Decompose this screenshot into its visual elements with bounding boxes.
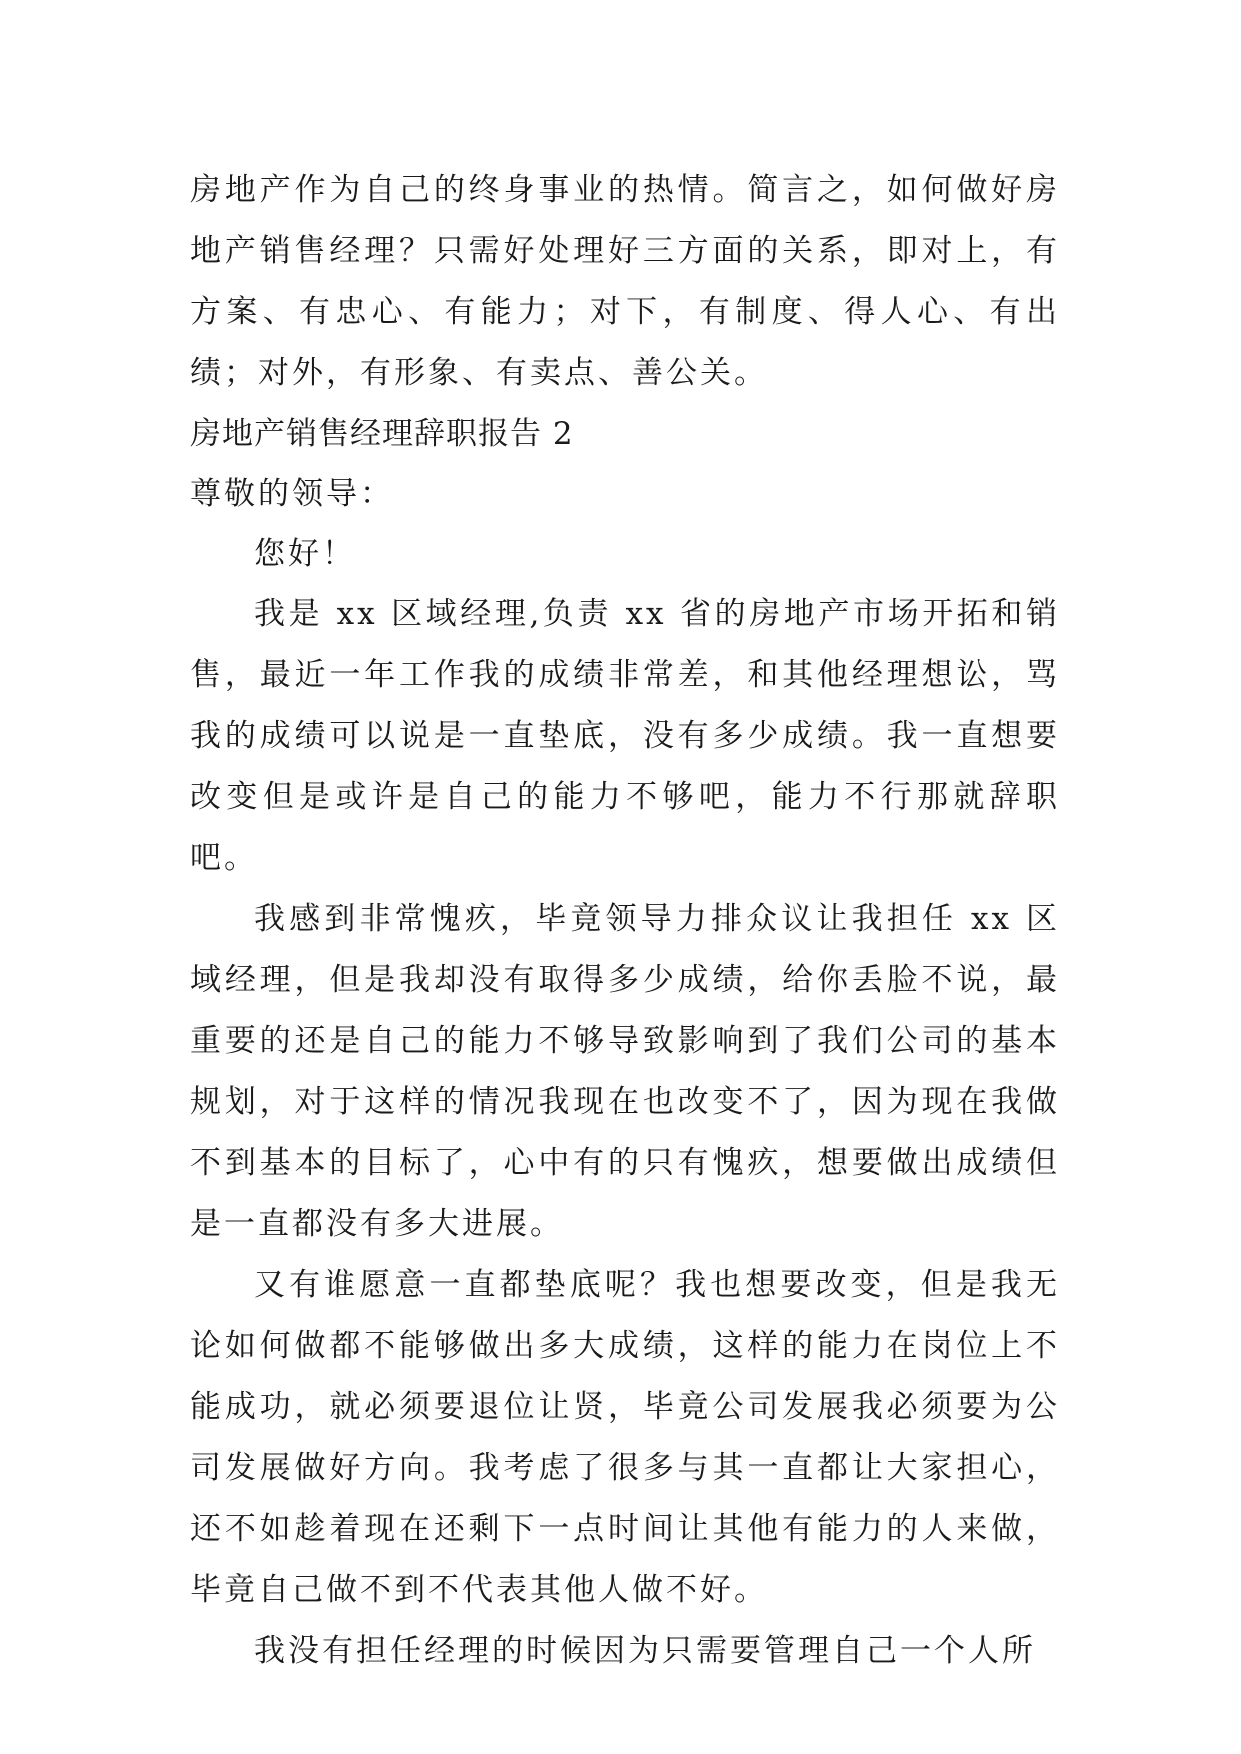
body-paragraph-4: 我没有担任经理的时候因为只需要管理自己一个人所: [254, 1633, 1036, 1669]
section-title: 房地产销售经理辞职报告 2: [190, 416, 574, 452]
body-paragraph-1: 我是 xx 区域经理,负责 xx 省的房地产市场开拓和销售，最近一年工作我的成绩非常差，和其他经理想讼，骂我的成绩可以说是一直垫底，没有多少成绩。我一直想要改变但是或许是自己的能力不够吧，能力不行那就辞职吧。: [190, 596, 1060, 876]
salutation: 尊敬的领导：: [190, 476, 394, 512]
greeting: 您好！: [254, 536, 356, 572]
body-paragraph-3: 又有谁愿意一直都垫底呢？我也想要改变，但是我无论如何做都不能够做出多大成绩，这样的能力在岗位上不能成功，就必须要退位让贤，毕竟公司发展我必须要为公司发展做好方向。我考虑了很多与其一直都让大家担心，还不如趁着现在还剩下一点时间让其他有能力的人来做，毕竟自己做不到不代表其他人做不好。: [190, 1267, 1060, 1608]
document-body: [190, 160, 1060, 1682]
body-paragraph-2: 我感到非常愧疚，毕竟领导力排众议让我担任 xx 区域经理，但是我却没有取得多少成绩，给你丢脸不说，最重要的还是自己的能力不够导致影响到了我们公司的基本规划，对于这样的情况我现在也改变不了，因为现在我做不到基本的目标了，心中有的只有愧疚，想要做出成绩但是一直都没有多大进展。: [190, 901, 1060, 1242]
opening-paragraph: 房地产作为自己的终身事业的热情。简言之，如何做好房地产销售经理？只需好处理好三方面的关系，即对上，有方案、有忠心、有能力；对下，有制度、得人心、有出绩；对外，有形象、有卖点、善公关。: [190, 172, 1060, 391]
